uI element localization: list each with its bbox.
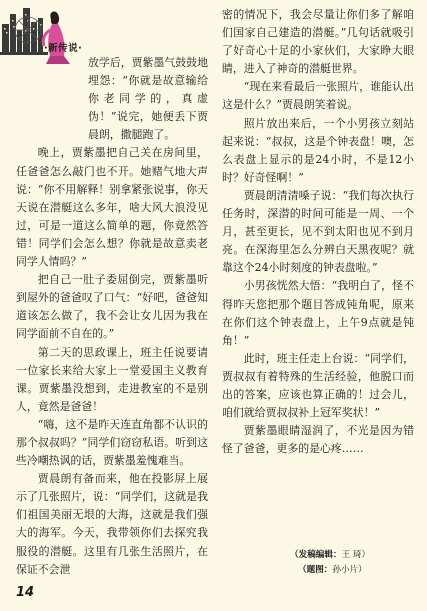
illustration-name: 孙小片） [332, 565, 367, 575]
editor-credit [290, 548, 420, 563]
illustration-credit [290, 563, 420, 578]
ferris-wheel-icon [15, 17, 41, 43]
page-number: 14 [16, 585, 35, 600]
left-column [16, 54, 208, 579]
credits [290, 548, 420, 578]
paragraph: 贾紫墨眼睛湿润了，不光是因为错怪了爸爸，更多的是心疼…… [222, 424, 414, 456]
paragraph: 贾晨朗清清嗓子说：“我们每次执行任务时，深潜的时间可能是一周、一个月，甚至更长，见不到太阳也见不到月亮。在深海里怎么分辨白天黑夜呢？就靠这个24小时刻度的钟表盘啦。” [222, 188, 414, 275]
paragraph: 贾晨朗有备而来，他在投影屏上展示了几张照片，说：“同学们，这就是我们祖国美丽无垠的大海，这就是我们强大的海军。今天，我带领你们去探究我服役的潜艇。这里有几张生活照片，在保证不会泄 [16, 472, 208, 576]
illustration-label: （题图： [298, 565, 333, 575]
paragraph: “现在来看最后一张照片，谁能认出这是什么？”贾晨朗笑着说。 [222, 80, 414, 112]
paragraph: 小男孩恍然大悟：“我明白了，怪不得昨天您把那个题目答成钝角呢，原来在你们这个钟表盘上，上午9点就是钝角！” [222, 279, 414, 347]
paragraph: 此时，班主任走上台说：“同学们，贾叔叔有着特殊的生活经验，他脱口而出的答案，应该也算正确的！过会儿，咱们就给贾叔叔补上冠军奖状！” [222, 351, 414, 420]
paragraph: 晚上，贾紫墨把自己关在房间里，任爸爸怎么敲门也不开。她赌气地大声说：“你不用解释！别拿紧张说事，你天天说在潜艇这么多年，啥大风大浪没见过，可是一道这么简单的题，你竟然答错！同学们会怎么想？你就是故意卖老同学人情吗？” [16, 146, 208, 269]
paragraph: 放学后，贾紫墨气鼓鼓地埋怨：“你就是故意输给你老同学的，真虚伪！”说完，她便丢下贾晨朗，撒腿跑了。 [88, 56, 208, 142]
editor-label: （发稿编辑： [290, 550, 342, 560]
paragraph: 把自己一肚子委屈倒完，贾紫墨听到屋外的爸爸叹了口气：“好吧，爸爸知道该怎么做了，我不会让女儿因为我在同学面前不自在的。” [16, 273, 208, 341]
right-column [222, 6, 414, 458]
paragraph: 第二天的思政课上，班主任说要请一位家长来给大家上一堂爱国主义教育课。贾紫墨没想到，走进教室的不是别人，竟然是爸爸！ [16, 345, 208, 413]
editor-name: 王 琦） [341, 550, 371, 560]
city-skyline-icon [2, 8, 43, 54]
paragraph: 照片放出来后，一个小男孩立刻站起来说：“叔叔，这是个钟表盘！噢，怎么表盘上显示的是24小时，不是12小时？好奇怪啊！” [222, 116, 414, 184]
section-tag: ·新传说· [44, 43, 83, 54]
paragraph: “嗨，这不是昨天连直角都不认识的那个叔叔吗？”同学们窃窃私语。听到这些冷嘲热讽的话，贾紫墨羞愧难当。 [16, 417, 208, 468]
paragraph: 密的情况下，我会尽量让你们多了解咱们国家自己建造的潜艇。”几句话就吸引了好奇心十足的小家伙们，大家睁大眼睛，进入了神奇的潜艇世界。 [222, 8, 414, 76]
